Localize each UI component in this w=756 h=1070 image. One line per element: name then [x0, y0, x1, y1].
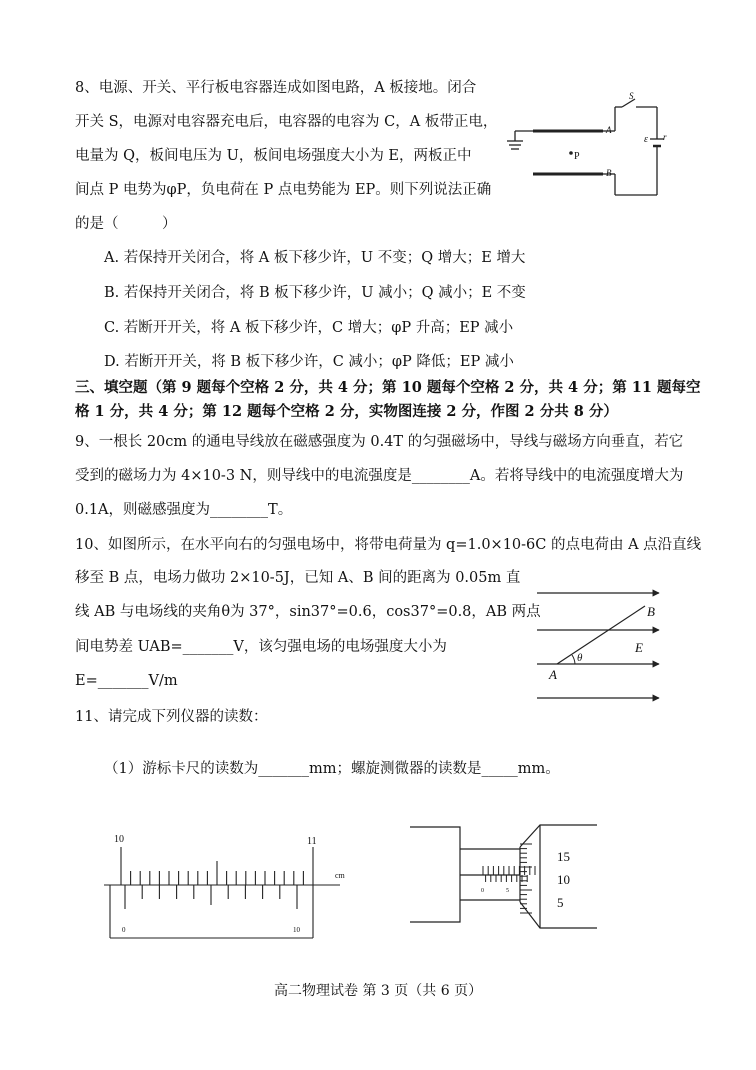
page-footer: 高二物理试卷 第 3 页（共 6 页）	[274, 983, 483, 999]
q10-line-1: 10、如图所示，在水平向右的匀强电场中，将带电荷量为 q=1.0×10-6C 的点电荷由 A 点沿直线	[75, 537, 702, 553]
q11-line-1: 11、请完成下列仪器的读数：	[75, 709, 268, 725]
q8-line-4: 间点 P 电势为φP，负电荷在 P 点电势能为 EP。则下列说法正确	[75, 182, 492, 198]
point-a-label: A	[549, 667, 557, 682]
caliper-vernier-label-left: 0	[122, 926, 126, 934]
caliper-main-label-left: 10	[114, 834, 124, 845]
resistance-label: r	[663, 132, 667, 142]
angle-theta-label: θ	[577, 652, 583, 664]
caliper-main-label-right: 11	[307, 836, 317, 847]
field-e-label: E	[635, 640, 643, 655]
vernier-caliper-diagram	[100, 830, 360, 945]
thimble-label-10: 10	[557, 872, 570, 887]
micrometer-diagram	[405, 822, 605, 947]
section-heading-line-1: 三、填空题（第 9 题每个空格 2 分，共 4 分；第 10 题每个空格 2 分，共 4 分；第 11 题每空	[75, 379, 701, 396]
q10-line-4: 间电势差 UAB=_______V，该匀强电场的电场强度大小为	[75, 639, 447, 655]
q11-line-2: （1）游标卡尺的读数为_______mm；螺旋测微器的读数是_____mm。	[104, 761, 560, 777]
switch-label: S	[629, 91, 634, 101]
emf-label: ε	[644, 134, 648, 145]
electric-field-diagram	[537, 588, 667, 708]
thimble-label-5: 5	[557, 895, 564, 910]
q8-line-5: 的是（ ）	[75, 216, 177, 232]
q9-line-3: 0.1A，则磁感强度为________T。	[75, 502, 293, 518]
q10-line-5: E=_______V/m	[75, 673, 178, 689]
point-p-label: P	[574, 151, 580, 162]
sleeve-label-0: 0	[481, 888, 484, 894]
point-p-dot	[569, 151, 573, 155]
q8-line-2: 开关 S，电源对电容器充电后，电容器的电容为 C，A 板带正电，	[75, 114, 498, 130]
q10-line-3: 线 AB 与电场线的夹角θ为 37°，sin37°=0.6，cos37°=0.8，AB 两点	[75, 604, 541, 620]
q8-option-a: A. 若保持开关闭合，将 A 板下移少许，U 不变；Q 增大；E 增大	[104, 250, 526, 266]
q8-option-c: C. 若断开开关，将 A 板下移少许，C 增大；φP 升高；EP 减小	[104, 320, 514, 336]
sleeve-label-5: 5	[506, 888, 509, 894]
thimble-label-15: 15	[557, 849, 570, 864]
section-heading-line-2: 格 1 分，共 4 分；第 12 题每个空格 2 分，实物图连接 2 分，作图 2 分共 8 分）	[75, 403, 618, 420]
q8-line-1: 8、电源、开关、平行板电容器连成如图电路，A 板接地。闭合	[75, 80, 477, 96]
q8-option-b: B. 若保持开关闭合，将 B 板下移少许，U 减小；Q 减小；E 不变	[104, 285, 526, 301]
caliper-vernier-label-right: 10	[293, 926, 300, 934]
q8-option-d: D. 若断开开关，将 B 板下移少许，C 减小；φP 降低；EP 减小	[104, 354, 514, 370]
point-b-label: B	[647, 604, 655, 619]
capacitor-circuit-diagram	[505, 91, 675, 205]
plate-a-label: A	[606, 125, 612, 135]
q9-line-2: 受到的磁场力为 4×10-3 N，则导线中的电流强度是________A。若将导线中的电流强度增大为	[75, 468, 684, 484]
caliper-unit-label: cm	[335, 871, 345, 880]
q9-line-1: 9、一根长 20cm 的通电导线放在磁感强度为 0.4T 的匀强磁场中，导线与磁场方向垂直，若它	[75, 434, 684, 450]
q8-line-3: 电量为 Q，板间电压为 U，板间电场强度大小为 E，两板正中	[75, 148, 472, 164]
plate-b-label: B	[606, 168, 612, 178]
q10-line-2: 移至 B 点，电场力做功 2×10-5J，已知 A、B 间的距离为 0.05m 直	[75, 570, 521, 586]
